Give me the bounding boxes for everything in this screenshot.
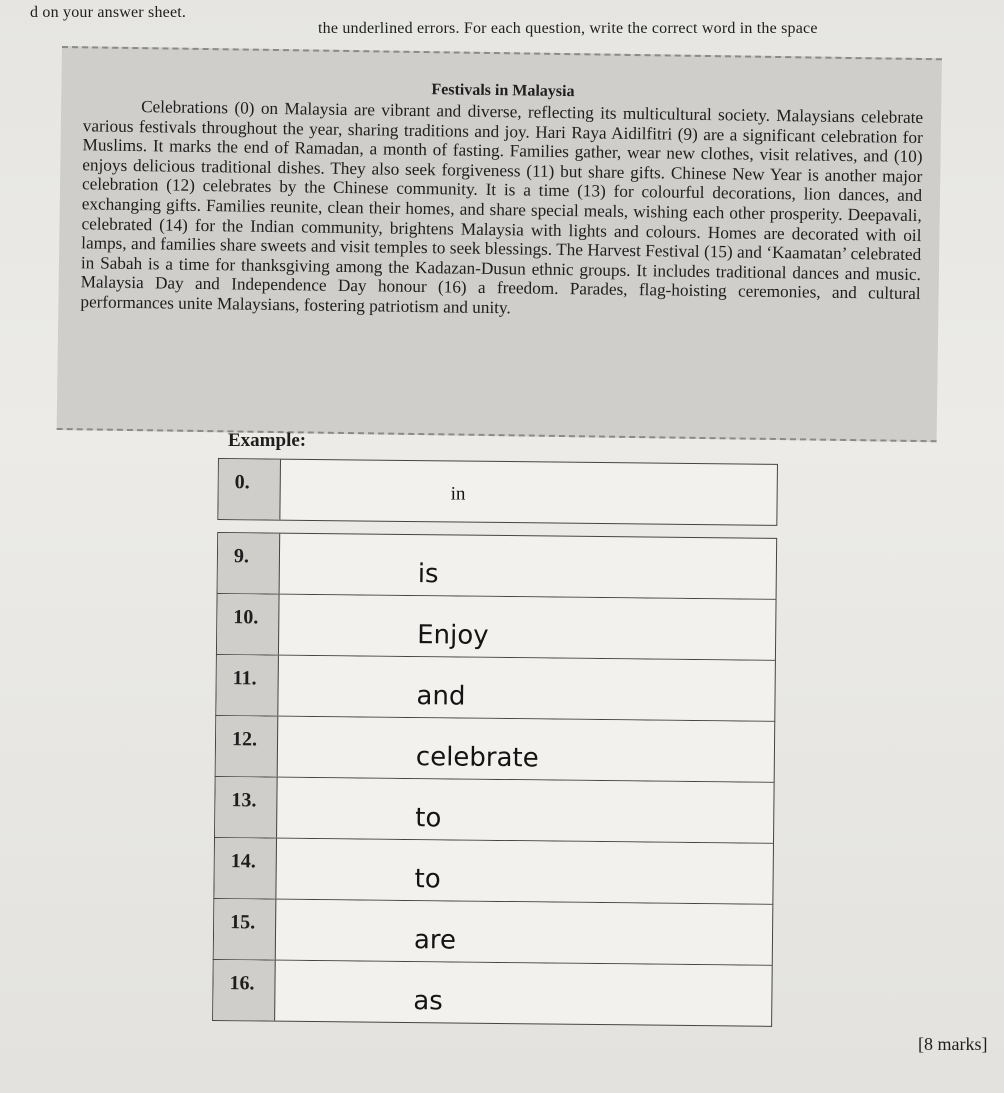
question-number: 14. bbox=[214, 838, 277, 899]
answer-text: and bbox=[416, 681, 466, 712]
passage-text bbox=[80, 96, 923, 323]
question-number: 10. bbox=[217, 594, 280, 655]
answer-row bbox=[215, 716, 776, 783]
question-number: 15. bbox=[214, 899, 277, 960]
question-number: 13. bbox=[215, 777, 278, 838]
answer-row bbox=[216, 594, 777, 661]
answer-text: to bbox=[415, 803, 442, 834]
answer-row bbox=[214, 777, 775, 844]
question-number: 9. bbox=[218, 533, 281, 594]
question-number: 12. bbox=[216, 716, 279, 777]
question-number: 11. bbox=[216, 655, 279, 716]
example-label: Example: bbox=[228, 430, 307, 451]
marks-label: [8 marks] bbox=[918, 1034, 988, 1054]
passage-body: Celebrations (0) on Malaysia are vibrant and diverse, reflecting its multicultural society. Malaysians celebrate various festivals throughout the year, sharing traditions and joy. Hari Raya Aidilfitri (9) are a significant celebration for Muslims. It marks the end of Ramadan, a month of fasting. Families gather, wear new clothes, visit relatives, and (10) enjoys delicious traditional dishes. They also seek forgiveness (11) but share gifts. Chinese New Year is another major celebration (12) celebrates by the Chinese community. It is a time (13) for colourful decorations, lion dances, and exchanging gifts. Families reunite, clean their homes, and share special meals, wishing each other prosperity. Deepavali, celebrated (14) for the Indian community, brightens Malaysia with lights and colours. Homes are decorated with oil lamps, and families share sweets and visit temples to seek blessings. The Harvest Festival (15) and ‘Kaamatan’ celebrated in Sabah is a time for thanksgiving among the Kadazan-Dusun ethnic groups. It includes traditional dances and music. Malaysia Day and Independence Day honour (16) a freedom. Parades, flag-hoisting ceremonies, and cultural performances unite Malaysians, fostering patriotism and unity. bbox=[80, 97, 924, 318]
answer-text: to bbox=[414, 864, 441, 895]
answer-row bbox=[212, 960, 773, 1027]
answer-text: Enjoy bbox=[416, 620, 489, 651]
question-number: 16. bbox=[213, 960, 276, 1021]
answer-text: as bbox=[413, 986, 443, 1017]
answer-text: is bbox=[417, 559, 439, 590]
answer-row-example bbox=[217, 458, 778, 526]
answer-row bbox=[213, 838, 774, 905]
instruction-fragment-right: the underlined errors. For each question, write the correct word in the space bbox=[318, 20, 818, 37]
answer-row bbox=[215, 655, 776, 722]
passage-title: Festivals in Malaysia bbox=[431, 81, 575, 101]
answer-text: celebrate bbox=[415, 742, 539, 774]
answer-text: in bbox=[450, 483, 466, 505]
question-number: 0. bbox=[218, 459, 281, 520]
answer-row bbox=[217, 532, 778, 600]
passage-box bbox=[57, 46, 942, 442]
answer-row bbox=[213, 899, 774, 966]
answer-table bbox=[212, 458, 778, 1027]
answer-text: are bbox=[413, 925, 457, 956]
instruction-fragment-left: d on your answer sheet. bbox=[30, 4, 187, 21]
